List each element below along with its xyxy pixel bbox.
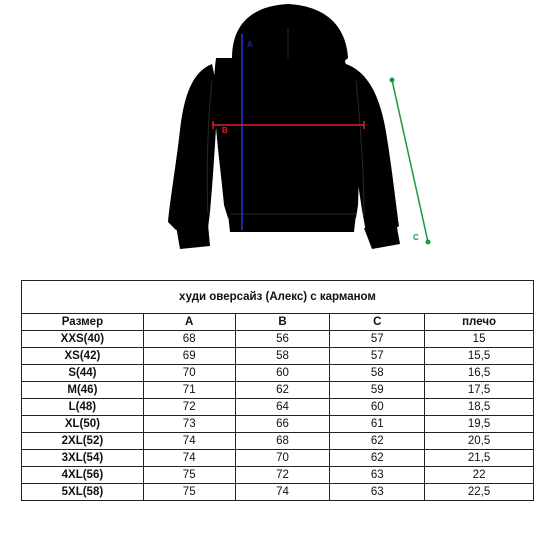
value-shoulder-cell: 18,5 [425, 399, 534, 416]
column-header-a: A [143, 314, 235, 331]
value-a-cell: 72 [143, 399, 235, 416]
marker-c: C [413, 233, 419, 242]
value-shoulder-cell: 16,5 [425, 365, 534, 382]
size-cell: 2XL(52) [22, 433, 144, 450]
value-a-cell: 69 [143, 348, 235, 365]
value-c-cell: 57 [330, 331, 425, 348]
table-row [22, 331, 534, 348]
value-b-cell: 74 [235, 484, 330, 501]
value-c-cell: 60 [330, 399, 425, 416]
table-row [22, 348, 534, 365]
value-a-cell: 71 [143, 382, 235, 399]
size-cell: XXS(40) [22, 331, 144, 348]
size-cell: S(44) [22, 365, 144, 382]
value-shoulder-cell: 15,5 [425, 348, 534, 365]
value-shoulder-cell: 22,5 [425, 484, 534, 501]
marker-b: B [222, 126, 228, 135]
size-chart-table [21, 280, 534, 501]
value-a-cell: 74 [143, 433, 235, 450]
table-row [22, 399, 534, 416]
value-shoulder-cell: 19,5 [425, 416, 534, 433]
size-cell: XS(42) [22, 348, 144, 365]
value-shoulder-cell: 20,5 [425, 433, 534, 450]
table-title: худи оверсайз (Алекс) с карманом [22, 281, 534, 314]
value-b-cell: 64 [235, 399, 330, 416]
table-row [22, 416, 534, 433]
table-header-row [22, 314, 534, 331]
value-a-cell: 75 [143, 484, 235, 501]
column-header-b: B [235, 314, 330, 331]
value-b-cell: 66 [235, 416, 330, 433]
value-c-cell: 61 [330, 416, 425, 433]
hoodie-measurement-diagram [0, 0, 560, 262]
value-c-cell: 57 [330, 348, 425, 365]
table-row [22, 467, 534, 484]
value-a-cell: 70 [143, 365, 235, 382]
table-row [22, 450, 534, 467]
value-shoulder-cell: 15 [425, 331, 534, 348]
table-row [22, 433, 534, 450]
value-b-cell: 72 [235, 467, 330, 484]
size-cell: 4XL(56) [22, 467, 144, 484]
size-cell: L(48) [22, 399, 144, 416]
size-cell: XL(50) [22, 416, 144, 433]
value-b-cell: 62 [235, 382, 330, 399]
value-b-cell: 60 [235, 365, 330, 382]
value-c-cell: 62 [330, 450, 425, 467]
value-c-cell: 63 [330, 484, 425, 501]
size-cell: 3XL(54) [22, 450, 144, 467]
value-b-cell: 58 [235, 348, 330, 365]
value-c-cell: 58 [330, 365, 425, 382]
column-header-size: Размер [22, 314, 144, 331]
hoodie-illustration [168, 4, 400, 249]
column-header-shoulder: плечо [425, 314, 534, 331]
value-c-cell: 63 [330, 467, 425, 484]
value-c-cell: 59 [330, 382, 425, 399]
value-shoulder-cell: 17,5 [425, 382, 534, 399]
table-row [22, 365, 534, 382]
value-a-cell: 73 [143, 416, 235, 433]
value-c-cell: 62 [330, 433, 425, 450]
marker-a: A [247, 40, 253, 49]
value-b-cell: 56 [235, 331, 330, 348]
value-a-cell: 75 [143, 467, 235, 484]
column-header-c: C [330, 314, 425, 331]
table-row [22, 382, 534, 399]
measure-line-c-start-dot [390, 78, 395, 83]
value-b-cell: 68 [235, 433, 330, 450]
table-row [22, 484, 534, 501]
size-cell: M(46) [22, 382, 144, 399]
value-shoulder-cell: 21,5 [425, 450, 534, 467]
value-a-cell: 74 [143, 450, 235, 467]
size-cell: 5XL(58) [22, 484, 144, 501]
value-shoulder-cell: 22 [425, 467, 534, 484]
value-a-cell: 68 [143, 331, 235, 348]
value-b-cell: 70 [235, 450, 330, 467]
measure-line-c-end-dot [426, 240, 431, 245]
